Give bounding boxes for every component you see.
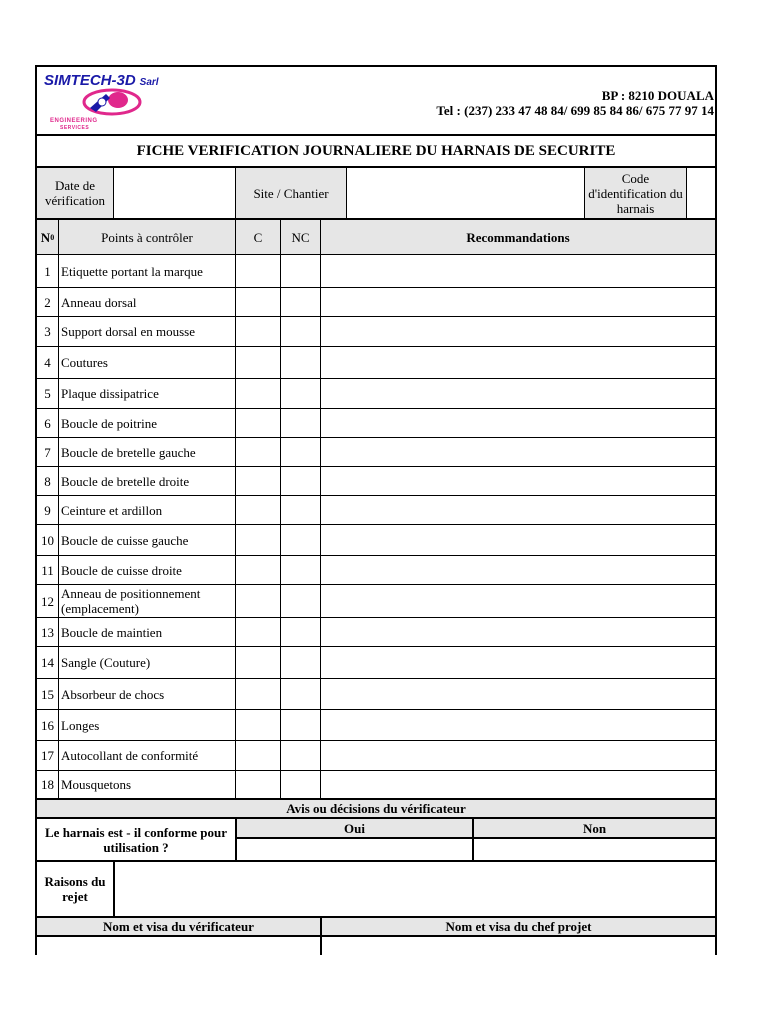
site-field[interactable]: [347, 168, 584, 218]
row-control-point: Anneau de positionnement (emplacement): [61, 586, 201, 616]
row-number: 2: [44, 294, 51, 310]
row-recommandation-field[interactable]: [321, 255, 715, 287]
row-c-checkbox[interactable]: [236, 347, 280, 378]
row-number: 5: [44, 386, 51, 401]
row-c-checkbox[interactable]: [236, 679, 280, 709]
verifier-signature-field[interactable]: [37, 937, 319, 955]
row-c-checkbox[interactable]: [236, 317, 280, 346]
row-c-checkbox[interactable]: [236, 710, 280, 740]
row-number: 1: [44, 263, 51, 279]
row-c-checkbox[interactable]: [236, 379, 280, 408]
divider: [235, 167, 236, 219]
frame-top-border: [35, 65, 717, 67]
row-nc-checkbox[interactable]: [281, 379, 320, 408]
code-label: Code d'identification du harnais: [588, 170, 683, 216]
row-c-checkbox[interactable]: [236, 409, 280, 437]
row-recommandation-field[interactable]: [321, 409, 715, 437]
yes-checkbox[interactable]: [237, 839, 471, 860]
row-nc-checkbox[interactable]: [281, 255, 320, 287]
row-nc-checkbox[interactable]: [281, 741, 320, 770]
row-c-checkbox[interactable]: [236, 255, 280, 287]
row-nc-checkbox[interactable]: [281, 288, 320, 316]
row-recommandation-field[interactable]: [321, 741, 715, 770]
col-header-number: [37, 220, 58, 254]
row-number: 11: [41, 562, 54, 578]
row-number: 8: [44, 473, 51, 489]
row-recommandation-field[interactable]: [321, 647, 715, 678]
row-control-point: Ceinture et ardillon: [61, 502, 163, 518]
row-nc-checkbox[interactable]: [281, 585, 320, 617]
row-c-checkbox[interactable]: [236, 288, 280, 316]
row-nc-checkbox[interactable]: [281, 556, 320, 584]
row-number: 13: [41, 624, 54, 640]
date-field[interactable]: [114, 168, 235, 218]
row-control-point: Boucle de bretelle gauche: [61, 444, 196, 460]
col-header-number-text: N: [40, 229, 51, 245]
row-c-checkbox[interactable]: [236, 556, 280, 584]
row-number: 3: [44, 324, 51, 339]
row-c-checkbox[interactable]: [236, 467, 280, 495]
row-nc-checkbox[interactable]: [281, 317, 320, 346]
logo-company-suffix: Sarl: [139, 77, 159, 88]
row-nc-checkbox[interactable]: [281, 496, 320, 524]
row-control-point: Autocollant de conformité: [61, 748, 199, 763]
row-control-point: Boucle de cuisse gauche: [61, 532, 189, 548]
reject-reasons-label: Raisons du rejet: [44, 874, 106, 904]
row-nc-checkbox[interactable]: [281, 679, 320, 709]
logo-company-name: SIMTECH-3D: [44, 72, 136, 89]
row-nc-checkbox[interactable]: [281, 525, 320, 555]
row-c-checkbox[interactable]: [236, 496, 280, 524]
row-c-checkbox[interactable]: [236, 647, 280, 678]
row-nc-checkbox[interactable]: [281, 771, 320, 798]
row-control-point: Mousquetons: [61, 777, 132, 792]
row-nc-checkbox[interactable]: [281, 347, 320, 378]
row-control-point: Boucle de poitrine: [61, 415, 158, 431]
row-recommandation-field[interactable]: [321, 438, 715, 466]
row-c-checkbox[interactable]: [236, 438, 280, 466]
company-phone: Tel : (237) 233 47 48 84/ 699 85 84 86/ 675 77 97 14: [436, 103, 714, 118]
row-control-point: Boucle de bretelle droite: [61, 473, 190, 489]
row-number: 6: [44, 415, 51, 431]
row-control-point: Boucle de maintien: [61, 624, 163, 640]
row-number: 16: [41, 717, 54, 733]
row-control-point: Plaque dissipatrice: [61, 386, 159, 401]
company-logo: [40, 70, 180, 132]
col-header-points: Points à contrôler: [101, 229, 193, 245]
date-label: Date de vérification: [45, 178, 105, 208]
no-checkbox[interactable]: [474, 839, 715, 860]
divider: [113, 167, 114, 219]
frame-right-border: [715, 65, 717, 955]
row-nc-checkbox[interactable]: [281, 409, 320, 437]
site-label: Site / Chantier: [253, 185, 329, 201]
divider: [58, 219, 59, 799]
row-nc-checkbox[interactable]: [281, 438, 320, 466]
row-recommandation-field[interactable]: [321, 679, 715, 709]
row-c-checkbox[interactable]: [236, 618, 280, 646]
row-nc-checkbox[interactable]: [281, 647, 320, 678]
row-recommandation-field[interactable]: [321, 525, 715, 555]
row-c-checkbox[interactable]: [236, 741, 280, 770]
divider: [235, 219, 236, 799]
col-header-recommandations: Recommandations: [466, 229, 570, 245]
row-control-point: Support dorsal en mousse: [61, 324, 195, 339]
logo-emblem-icon: [80, 88, 144, 116]
row-recommandation-field[interactable]: [321, 288, 715, 316]
row-control-point: Anneau dorsal: [61, 294, 137, 310]
project-lead-signature-field[interactable]: [322, 937, 715, 955]
reject-reasons-field[interactable]: [115, 862, 715, 916]
row-recommandation-field[interactable]: [321, 710, 715, 740]
divider: [280, 219, 281, 799]
row-nc-checkbox[interactable]: [281, 618, 320, 646]
row-recommandation-field[interactable]: [321, 347, 715, 378]
col-header-nc: NC: [291, 229, 310, 245]
row-recommandation-field[interactable]: [321, 556, 715, 584]
row-c-checkbox[interactable]: [236, 771, 280, 798]
verifier-signature-label: Nom et visa du vérificateur: [103, 919, 254, 934]
row-number: 4: [44, 355, 51, 370]
row-number: 15: [41, 686, 54, 702]
company-address: BP : 8210 DOUALA: [601, 88, 714, 103]
row-c-checkbox[interactable]: [236, 525, 280, 555]
row-number: 7: [44, 444, 51, 460]
logo-tagline-1: ENGINEERING: [50, 118, 98, 124]
row-recommandation-field[interactable]: [321, 585, 715, 617]
row-recommandation-field[interactable]: [321, 496, 715, 524]
form-title: FICHE VERIFICATION JOURNALIERE DU HARNAIS DE SECURITE: [136, 142, 616, 159]
row-recommandation-field[interactable]: [321, 467, 715, 495]
row-recommandation-field[interactable]: [321, 379, 715, 408]
row-recommandation-field[interactable]: [321, 618, 715, 646]
row-recommandation-field[interactable]: [321, 771, 715, 798]
row-number: 17: [41, 748, 54, 763]
row-control-point: Absorbeur de chocs: [61, 686, 165, 702]
no-label: Non: [582, 820, 607, 836]
row-number: 9: [44, 502, 51, 518]
divider: [686, 167, 687, 219]
row-c-checkbox[interactable]: [236, 585, 280, 617]
row-control-point: Etiquette portant la marque: [61, 263, 203, 279]
decision-section-title: Avis ou décisions du vérificateur: [286, 801, 466, 816]
row-control-point: Coutures: [61, 355, 108, 370]
row-number: 10: [41, 532, 54, 548]
conformity-question: Le harnais est - il conforme pour utilisation ?: [45, 825, 227, 855]
col-header-number-sup: 0: [50, 232, 55, 242]
divider: [320, 219, 321, 799]
divider: [346, 167, 347, 219]
row-nc-checkbox[interactable]: [281, 710, 320, 740]
row-control-point: Longes: [61, 717, 100, 733]
divider: [584, 167, 585, 219]
project-lead-signature-label: Nom et visa du chef projet: [445, 919, 592, 934]
yes-label: Oui: [344, 820, 365, 836]
row-recommandation-field[interactable]: [321, 317, 715, 346]
row-number: 12: [41, 593, 54, 609]
row-control-point: Sangle (Couture): [61, 655, 151, 670]
col-header-c: C: [253, 229, 263, 245]
row-number: 14: [41, 655, 54, 670]
logo-tagline-2: SERVICES: [60, 125, 90, 131]
row-number: 18: [41, 777, 54, 792]
row-control-point: Boucle de cuisse droite: [61, 562, 182, 578]
code-field[interactable]: [687, 168, 715, 218]
row-nc-checkbox[interactable]: [281, 467, 320, 495]
